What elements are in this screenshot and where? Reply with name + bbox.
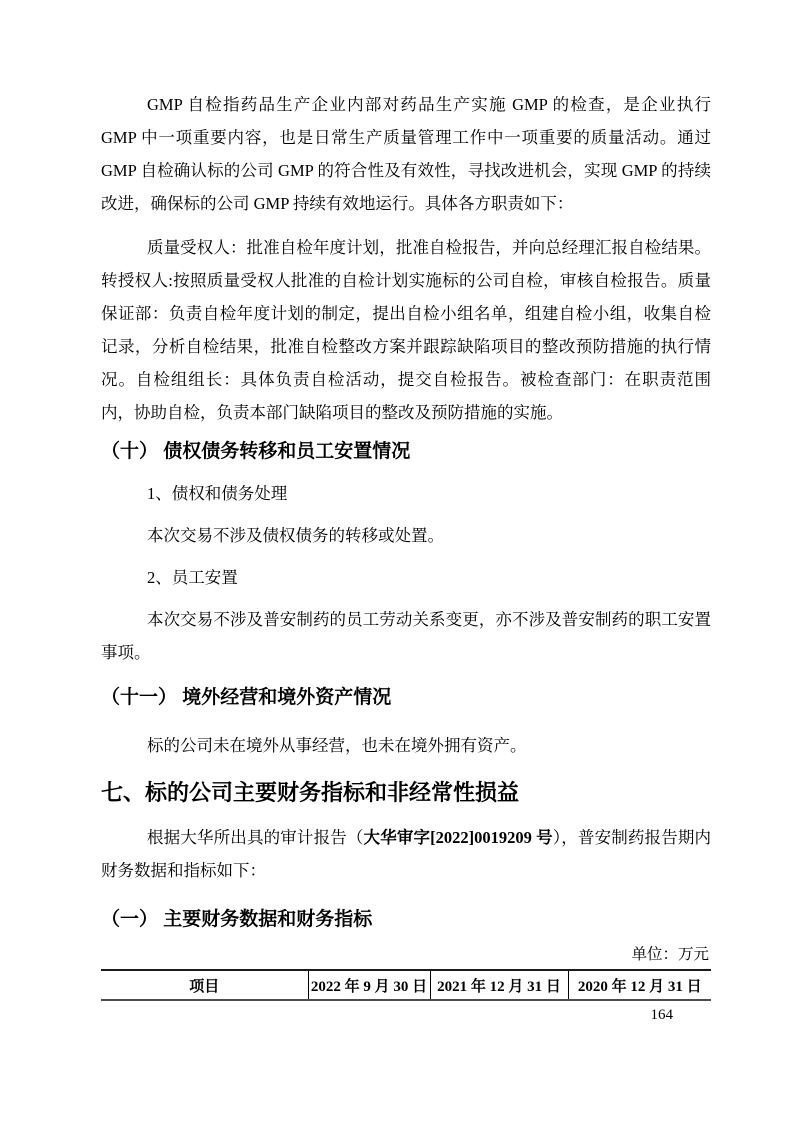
- heading-subsection-one: （一） 主要财务数据和财务指标: [101, 909, 373, 930]
- list-item-2-title: 2、员工安置: [147, 568, 238, 587]
- audit-report-suffix: ），普安制药报告期内财务数据和指标如下：: [101, 828, 711, 880]
- page-number: 164: [650, 1007, 673, 1023]
- heading-section-ten: （十） 债权债务转移和员工安置情况: [101, 441, 411, 462]
- table-header-item: 项目: [189, 978, 220, 995]
- table-header-2022-09-30: 2022 年 9 月 30 日: [308, 970, 430, 1000]
- document-content: [101, 88, 711, 1025]
- table-header-2021-12-31: 2021 年 12 月 31 日: [430, 970, 568, 1000]
- list-item-1-text: 本次交易不涉及债权债务的转移或处置。: [147, 526, 444, 545]
- paragraph-overseas: 标的公司未在境外从事经营，也未在境外拥有资产。: [147, 736, 527, 755]
- paragraph-audit-report: [101, 821, 711, 887]
- financial-table: [101, 969, 711, 1001]
- heading-section-eleven: （十一） 境外经营和境外资产情况: [101, 687, 392, 708]
- table-header-row: [101, 970, 711, 1000]
- unit-label: 单位：万元: [631, 946, 709, 963]
- table-header-2020-12-31: 2020 年 12 月 31 日: [568, 970, 711, 1000]
- list-item-2-text: 本次交易不涉及普安制药的员工劳动关系变更，亦不涉及普安制药的职工安置事项。: [101, 610, 711, 662]
- list-item-1-title: 1、债权和债务处理: [147, 484, 288, 503]
- paragraph-gmp-self-inspection: GMP 自检指药品生产企业内部对药品生产实施 GMP 的检查，是企业执行 GMP 中一项重要内容，也是日常生产质量管理工作中一项重要的质量活动。通过 GMP 自检确认标的公司 GMP 的符合性及有效性，寻找改进机会，实现 GMP 的持续改进，确保标的公司 GMP 持续有效地运行。具体各方职责如下：: [101, 95, 711, 213]
- audit-report-number: 大华审字[2022]0019209 号: [363, 828, 553, 847]
- audit-report-prefix: 根据大华所出具的审计报告（: [147, 828, 364, 847]
- heading-chapter-seven: 七、标的公司主要财务指标和非经常性损益: [101, 780, 520, 805]
- paragraph-gmp-duties: 质量受权人：批准自检年度计划，批准自检报告，并向总经理汇报自检结果。转授权人:按照质量受权人批准的自检计划实施标的公司自检，审核自检报告。质量保证部：负责自检年度计划的制定，提出自检小组名单，组建自检小组，收集自检记录，分析自检结果，批准自检整改方案并跟踪缺陷项目的整改预防措施的执行情况。自检组组长：具体负责自检活动，提交自检报告。被检查部门：在职责范围内，协助自检，负责本部门缺陷项目的整改及预防措施的实施。: [101, 238, 711, 422]
